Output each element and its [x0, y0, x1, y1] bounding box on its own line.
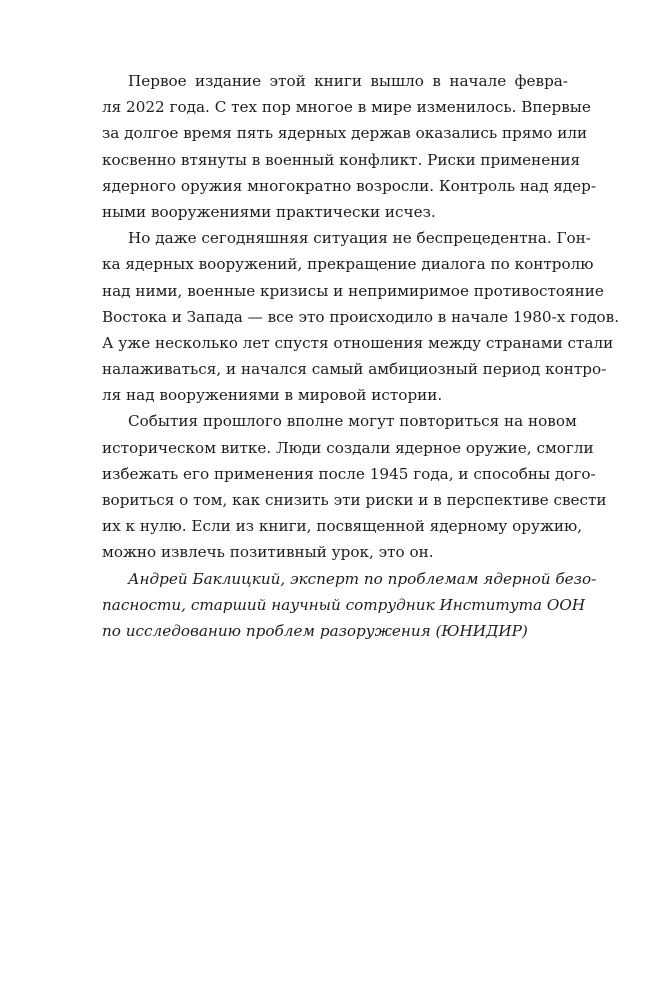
text-line: над ними, военные кризисы и непримиримое противостояние: [102, 281, 604, 300]
text-line: их к нулю. Если из книги, посвященной ядерному оружию,: [102, 517, 583, 536]
text-line: ными вооружениями практически исчез.: [102, 202, 436, 221]
text-line: Но даже сегодняшняя ситуация не беспрецедентна. Гон-: [128, 229, 591, 248]
paragraph-1: [102, 68, 597, 225]
signature-line: Андрей Баклицкий, эксперт по проблемам ядерной безо-: [128, 569, 597, 588]
text-line: за долгое время пять ядерных держав оказались прямо или: [102, 124, 588, 143]
preface-text: [102, 68, 620, 644]
text-line: вориться о том, как снизить эти риски и в перспективе свести: [102, 491, 607, 509]
signature-line: по исследованию проблем разоружения (ЮНИДИР): [102, 621, 528, 640]
text-line: А уже несколько лет спустя отношения между странами стали: [102, 333, 614, 352]
text-line: избежать его применения после 1945 года, и способны дого-: [102, 464, 596, 483]
text-line: ка ядерных вооружений, прекращение диалога по контролю: [102, 255, 594, 274]
paragraph-3: [102, 408, 607, 565]
author-signature: [102, 566, 597, 645]
text-line: косвенно втянуты в военный конфликт. Риски применения: [102, 150, 581, 169]
text-line: историческом витке. Люди создали ядерное оружие, смогли: [102, 438, 594, 457]
signature-line: пасности, старший научный сотрудник Института ООН: [102, 595, 586, 614]
text-line: События прошлого вполне могут повториться на новом: [128, 412, 577, 431]
text-line: Востока и Запада — все это происходило в начале 1980-х годов.: [102, 307, 620, 326]
text-line: ля над вооружениями в мировой истории.: [102, 386, 443, 405]
text-line: можно извлечь позитивный урок, это он.: [102, 543, 434, 562]
text-line: Первое издание этой книги вышло в начале февра-: [128, 72, 568, 90]
paragraph-2: [102, 225, 620, 408]
text-line: ядерного оружия многократно возросли. Контроль над ядер-: [102, 176, 597, 195]
text-line: налаживаться, и начался самый амбициозный период контро-: [102, 360, 607, 379]
text-line: ля 2022 года. С тех пор многое в мире изменилось. Впервые: [102, 98, 591, 117]
